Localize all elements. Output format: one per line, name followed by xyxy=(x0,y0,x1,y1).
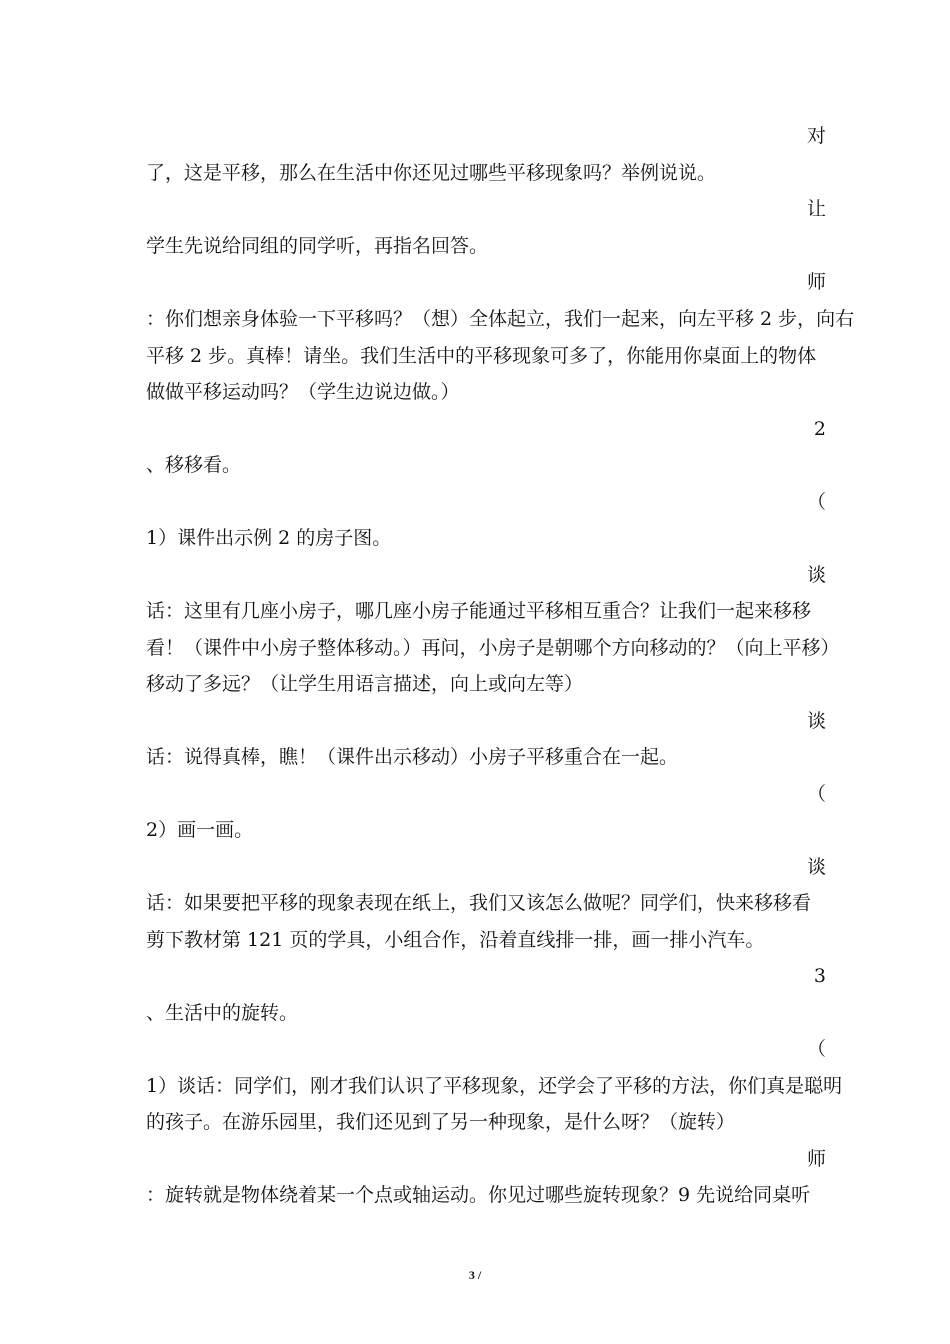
line-5: 师 xyxy=(806,271,826,293)
line-16: 移动了多远？（让学生用语言描述，向上或向左等） xyxy=(146,673,584,695)
line-1: 对 xyxy=(806,125,826,147)
line-20: 2）画一画。 xyxy=(146,819,254,841)
line-27: 1）谈话：同学们，刚才我们认识了平移现象，还学会了平移的方法，你们真是聪明 xyxy=(146,1075,843,1097)
line-24: 3 xyxy=(813,965,826,987)
line-26: （ xyxy=(806,1038,826,1060)
line-25: 、生活中的旋转。 xyxy=(146,1002,299,1024)
line-4: 学生先说给同组的同学听，再指名回答。 xyxy=(146,235,489,257)
line-22: 话：如果要把平移的现象表现在纸上，我们又该怎么做呢？同学们，快来移移看 xyxy=(146,892,812,914)
line-7: 平移 2 步。真棒！请坐。我们生活中的平移现象可多了，你能用你桌面上的物体 xyxy=(146,345,817,367)
line-2: 了，这是平移，那么在生活中你还见过哪些平移现象吗？举例说说。 xyxy=(146,162,717,184)
line-18: 话：说得真棒，瞧！（课件出示移动）小房子平移重合在一起。 xyxy=(146,746,679,768)
line-10: 、移移看。 xyxy=(146,454,242,476)
page-number: 3 / xyxy=(468,1268,482,1282)
line-21: 谈 xyxy=(806,856,826,878)
line-28: 的孩子。在游乐园里，我们还见到了另一种现象，是什么呀？（旋转） xyxy=(146,1111,736,1133)
line-19: （ xyxy=(806,783,826,805)
line-15: 看！（课件中小房子整体移动。）再问，小房子是朝哪个方向移动的？（向上平移） xyxy=(146,637,840,659)
line-3: 让 xyxy=(806,198,826,220)
line-6: ：你们想亲身体验一下平移吗？（想）全体起立，我们一起来，向左平移 2 步，向右 xyxy=(146,308,855,330)
line-30: ：旋转就是物体绕着某一个点或轴运动。你见过哪些旋转现象？9 先说给同桌听 xyxy=(146,1184,811,1206)
line-29: 师 xyxy=(806,1148,826,1170)
line-14: 话：这里有几座小房子，哪几座小房子能通过平移相互重合？让我们一起来移移 xyxy=(146,600,812,622)
line-11: （ xyxy=(806,491,826,513)
line-13: 谈 xyxy=(806,564,826,586)
line-23: 剪下教材第 121 页的学具，小组合作，沿着直线排一排，画一排小汽车。 xyxy=(146,929,765,951)
line-9: 2 xyxy=(813,418,826,440)
line-8: 做做平移运动吗？（学生边说边做。） xyxy=(146,381,460,403)
line-12: 1）课件出示例 2 的房子图。 xyxy=(146,527,392,549)
line-17: 谈 xyxy=(806,710,826,732)
